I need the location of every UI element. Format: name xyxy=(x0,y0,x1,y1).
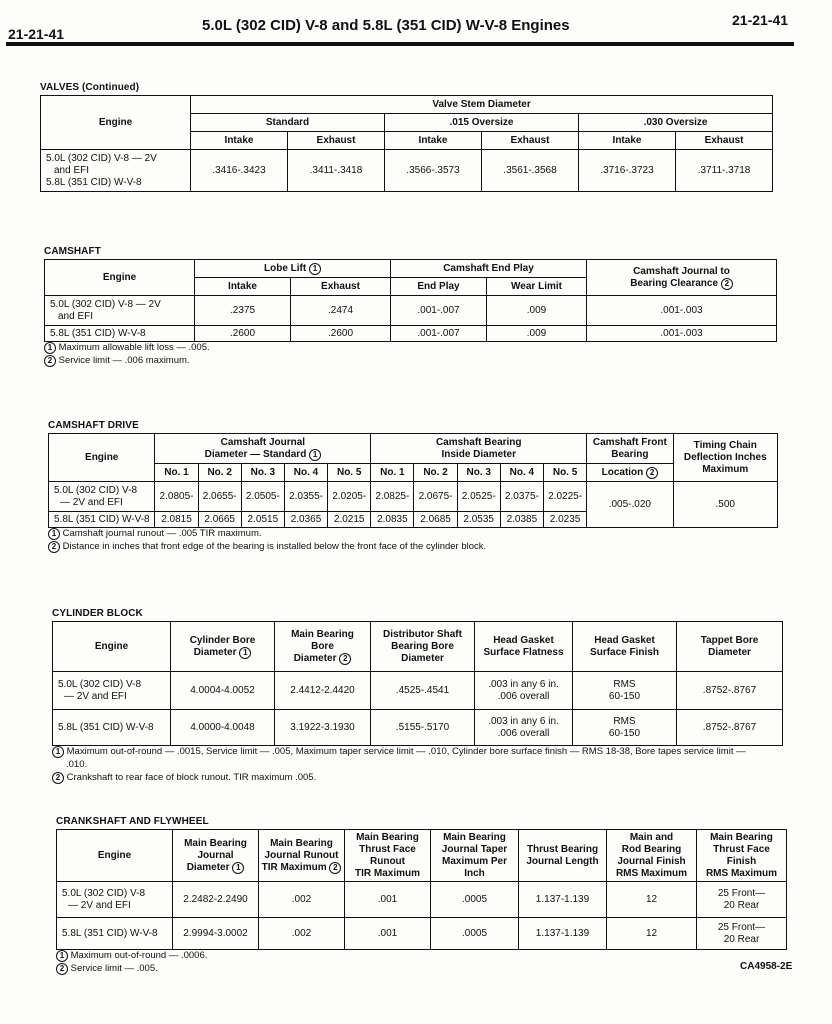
cell-line: 60-150 xyxy=(608,727,641,739)
header-text xyxy=(175,862,256,874)
header-text: Thrust Bearing xyxy=(526,843,599,855)
header-text: Camshaft Bearing xyxy=(435,436,522,448)
engine-cell xyxy=(57,882,173,918)
table-cell xyxy=(475,710,573,746)
column-header: No. 4 xyxy=(500,464,543,482)
footnote-text: Service limit — .005. xyxy=(70,962,158,974)
cell-line: 25 Front— xyxy=(717,887,766,899)
header-text: Diameter xyxy=(293,652,337,664)
footnote-marker: 1 xyxy=(232,862,244,874)
table-cell: .009 xyxy=(487,326,587,342)
table-cell: 2.0375- xyxy=(500,482,543,512)
engine-name: 5.8L (351 CID) W-V-8 xyxy=(46,176,142,188)
column-header xyxy=(573,622,677,672)
valves-section xyxy=(40,82,773,192)
engine-name: 5.8L (351 CID) W-V-8 xyxy=(53,710,171,746)
table-cell: 2.9994-3.0002 xyxy=(173,918,259,950)
table-cell: 2.0505- xyxy=(241,482,284,512)
cell-line: 60-150 xyxy=(608,690,641,702)
table-cell: .001-.007 xyxy=(391,296,487,326)
header-text: Surface Flatness xyxy=(483,646,564,658)
column-header xyxy=(673,434,777,482)
section-title: CYLINDER BLOCK xyxy=(52,608,143,619)
section-title: CAMSHAFT xyxy=(44,246,101,257)
column-header: Exhaust xyxy=(482,132,579,150)
table-cell: .2375 xyxy=(195,296,291,326)
column-header: Intake xyxy=(191,132,288,150)
table-cell xyxy=(697,918,787,950)
table-cell: 2.0805- xyxy=(155,482,198,512)
header-text: Tappet Bore xyxy=(700,634,759,646)
table-row xyxy=(53,710,783,746)
header-text: Distributor Shaft xyxy=(383,628,462,640)
section-title: VALVES (Continued) xyxy=(40,82,140,93)
table-cell: 2.0225- xyxy=(543,482,586,512)
section-title: CAMSHAFT DRIVE xyxy=(48,420,139,431)
cell-line: .006 overall xyxy=(497,727,550,739)
table-cell: 2.0235 xyxy=(543,512,586,528)
column-header xyxy=(587,464,673,482)
cell-line: RMS xyxy=(613,678,636,690)
header-text xyxy=(277,653,368,665)
table-cell: 2.0655- xyxy=(198,482,241,512)
header-text: Camshaft Front xyxy=(592,436,667,448)
header-text: Camshaft Journal to xyxy=(633,265,730,277)
table-cell: 2.0835 xyxy=(371,512,414,528)
valves-table xyxy=(40,95,773,192)
table-cell: 4.0004-4.0052 xyxy=(171,672,275,710)
column-header xyxy=(475,622,573,672)
table-cell: .500 xyxy=(673,482,777,528)
cell-line: .003 in any 6 in. xyxy=(488,678,559,690)
column-header xyxy=(371,434,587,464)
column-header: Engine xyxy=(49,434,155,482)
footnote-text: Maximum out-of-round — .0015, Service limit — .005, Maximum taper service limit — .010, Cylinder bore surface finish — RMS 18-38, Bore tapes service limit — xyxy=(66,746,746,757)
footnotes xyxy=(56,950,787,976)
footnote-marker: 1 xyxy=(309,449,321,461)
footnote-text: Camshaft journal runout — .005 TIR maximum. xyxy=(62,528,262,539)
column-header xyxy=(697,830,787,882)
table-cell: .3711-.3718 xyxy=(676,150,773,192)
header-text: Head Gasket xyxy=(594,634,655,646)
header-text: Finish xyxy=(726,855,757,867)
column-header: Engine xyxy=(41,96,191,150)
header-text: Diameter xyxy=(193,646,237,658)
table-row xyxy=(49,482,778,512)
table-cell: .5155-.5170 xyxy=(371,710,475,746)
column-header xyxy=(607,830,697,882)
header-text: Inside Diameter xyxy=(441,448,516,460)
footnotes xyxy=(48,528,778,554)
column-header: Engine xyxy=(45,260,195,296)
page-header xyxy=(0,0,832,50)
table-cell: 4.0000-4.0048 xyxy=(171,710,275,746)
column-header: Valve Stem Diameter xyxy=(191,96,773,114)
table-cell xyxy=(573,710,677,746)
table-cell: 2.0825- xyxy=(371,482,414,512)
footnote-marker: 2 xyxy=(646,467,658,479)
camshaft-drive-section xyxy=(48,420,778,554)
header-text: Rod Bearing xyxy=(621,843,682,855)
column-header xyxy=(371,622,475,672)
footnote-text: Distance in inches that front edge of the bearing is installed below the front face of the cylinder block. xyxy=(62,540,487,552)
footnote xyxy=(52,772,792,785)
table-cell: 2.0365 xyxy=(284,512,327,528)
header-text: Journal Finish xyxy=(617,855,686,867)
cell-line: 25 Front— xyxy=(717,921,766,933)
crankshaft-table xyxy=(56,829,787,950)
column-header xyxy=(519,830,607,882)
header-text xyxy=(589,278,774,290)
footnote-marker: 1 xyxy=(56,950,68,962)
column-header xyxy=(345,830,431,882)
table-cell: 2.0675- xyxy=(414,482,457,512)
header-text: RMS Maximum xyxy=(705,867,778,879)
engine-name: 5.0L (302 CID) V-8 xyxy=(58,678,142,690)
table-row xyxy=(57,882,787,918)
table-cell: 2.0515 xyxy=(241,512,284,528)
table-cell: .002 xyxy=(259,882,345,918)
engine-name: 5.0L (302 CID) V-8 xyxy=(62,887,146,899)
column-header: No. 2 xyxy=(198,464,241,482)
header-text xyxy=(173,647,272,659)
footnote-marker: 2 xyxy=(48,541,60,553)
column-header: .030 Oversize xyxy=(579,114,773,132)
header-text: Main Bearing xyxy=(356,831,419,843)
table-cell: .3716-.3723 xyxy=(579,150,676,192)
header-text: Cylinder Bore xyxy=(189,634,256,646)
table-cell xyxy=(697,882,787,918)
column-header: No. 1 xyxy=(371,464,414,482)
page-number-left: 21-21-41 xyxy=(8,26,65,42)
column-header xyxy=(155,434,371,464)
header-text: Lobe Lift xyxy=(264,262,307,274)
header-text: Thrust Face xyxy=(713,843,770,855)
column-header: Exhaust xyxy=(291,278,391,296)
cylinder-block-table xyxy=(52,621,783,746)
footnote-marker: 2 xyxy=(339,653,351,665)
header-text: Location xyxy=(601,466,644,478)
footnote-marker: 2 xyxy=(329,862,341,874)
engine-name: — 2V and EFI xyxy=(68,899,131,911)
engine-name: 5.0L (302 CID) V-8 — 2V xyxy=(50,298,161,310)
footnotes xyxy=(52,746,792,784)
header-rule xyxy=(6,42,794,46)
footnote xyxy=(56,950,787,963)
header-text: Diameter xyxy=(186,861,230,873)
column-header: Exhaust xyxy=(676,132,773,150)
header-text: Inch xyxy=(464,867,485,879)
header-text: TIR Maximum xyxy=(354,867,420,879)
engine-name: 5.0L (302 CID) V-8 — 2V xyxy=(46,152,157,164)
header-text xyxy=(157,449,368,461)
column-header: Exhaust xyxy=(288,132,385,150)
table-cell: .3561-.3568 xyxy=(482,150,579,192)
table-cell: .8752-.8767 xyxy=(677,672,783,710)
table-cell: 2.0355- xyxy=(284,482,327,512)
cell-line: 20 Rear xyxy=(723,933,760,945)
table-cell: .001 xyxy=(345,882,431,918)
cell-line: .003 in any 6 in. xyxy=(488,715,559,727)
engine-name: — 2V and EFI xyxy=(64,690,127,702)
engine-name: and EFI xyxy=(54,164,90,176)
table-cell: .001-.003 xyxy=(587,296,777,326)
crankshaft-section xyxy=(56,816,787,976)
engine-name: 5.8L (351 CID) W-V-8 xyxy=(57,918,173,950)
footnote xyxy=(52,746,792,759)
table-cell: .8752-.8767 xyxy=(677,710,783,746)
footnote-marker: 1 xyxy=(309,263,321,275)
header-text: Main Bearing xyxy=(710,831,773,843)
header-text: Main Bearing xyxy=(270,837,333,849)
column-header xyxy=(677,622,783,672)
column-header xyxy=(587,260,777,296)
table-cell: .001-.007 xyxy=(391,326,487,342)
table-cell: .0005 xyxy=(431,882,519,918)
table-cell xyxy=(475,672,573,710)
engine-name: and EFI xyxy=(58,310,94,322)
engine-name: 5.8L (351 CID) W-V-8 xyxy=(45,326,195,342)
header-text: Camshaft Journal xyxy=(220,436,306,448)
table-cell: .3566-.3573 xyxy=(385,150,482,192)
table-cell xyxy=(573,672,677,710)
column-header: Engine xyxy=(53,622,171,672)
header-text: Main and xyxy=(629,831,674,843)
column-header: No. 5 xyxy=(328,464,371,482)
header-text: Main Bearing xyxy=(291,628,354,640)
engine-name: — 2V and EFI xyxy=(60,496,123,508)
footnote-marker: 2 xyxy=(56,963,68,975)
header-text: Main Bearing xyxy=(184,837,247,849)
table-cell: .009 xyxy=(487,296,587,326)
table-cell: 12 xyxy=(607,918,697,950)
footnote xyxy=(44,342,777,355)
table-cell: .2600 xyxy=(195,326,291,342)
table-cell: 2.2482-2.2490 xyxy=(173,882,259,918)
header-text: RMS Maximum xyxy=(615,867,688,879)
column-header: No. 5 xyxy=(543,464,586,482)
footnote-text: Service limit — .006 maximum. xyxy=(58,354,190,366)
table-cell: 2.0385 xyxy=(500,512,543,528)
column-header: End Play xyxy=(391,278,487,296)
header-text: Journal Taper xyxy=(441,843,508,855)
header-text: Diameter — Standard xyxy=(204,448,307,460)
header-text: Bore xyxy=(311,640,334,652)
header-text: Deflection Inches xyxy=(683,451,767,463)
footnote-text: .010. xyxy=(66,758,88,770)
table-cell: .3416-.3423 xyxy=(191,150,288,192)
footnote-marker: 2 xyxy=(44,355,56,367)
table-cell: 3.1922-3.1930 xyxy=(275,710,371,746)
column-header: Camshaft End Play xyxy=(391,260,587,278)
column-header: No. 3 xyxy=(457,464,500,482)
column-header: .015 Oversize xyxy=(385,114,579,132)
engine-cell xyxy=(49,482,155,512)
table-row xyxy=(57,918,787,950)
table-cell: 1.137-1.139 xyxy=(519,918,607,950)
header-text: Journal Runout xyxy=(264,849,339,861)
column-header xyxy=(171,622,275,672)
header-text: Maximum Per xyxy=(441,855,508,867)
footnote xyxy=(44,355,777,368)
cylinder-block-section xyxy=(52,608,792,784)
header-text: Bearing xyxy=(611,448,649,460)
table-cell: .002 xyxy=(259,918,345,950)
header-text: Journal Length xyxy=(526,855,599,867)
table-cell: .4525-.4541 xyxy=(371,672,475,710)
header-text: Thrust Face xyxy=(359,843,416,855)
cell-line: .006 overall xyxy=(497,690,550,702)
footnote xyxy=(56,963,787,976)
footnote-marker: 2 xyxy=(52,772,64,784)
table-cell: 2.0525- xyxy=(457,482,500,512)
column-header: Intake xyxy=(579,132,676,150)
table-cell: .2474 xyxy=(291,296,391,326)
footnote xyxy=(48,541,778,554)
engine-cell xyxy=(41,150,191,192)
camshaft-drive-table xyxy=(48,433,778,528)
header-text: Main Bearing xyxy=(443,831,506,843)
cell-line: 20 Rear xyxy=(723,899,760,911)
column-header xyxy=(195,260,391,278)
table-cell: 2.4412-2.4420 xyxy=(275,672,371,710)
table-cell: 2.0215 xyxy=(328,512,371,528)
header-text: Runout xyxy=(370,855,405,867)
engine-name: 5.8L (351 CID) W-V-8 xyxy=(49,512,155,528)
column-header xyxy=(431,830,519,882)
table-cell: .001 xyxy=(345,918,431,950)
column-header: Wear Limit xyxy=(487,278,587,296)
header-text: Head Gasket xyxy=(493,634,554,646)
engine-name: 5.0L (302 CID) V-8 xyxy=(54,484,138,496)
engine-cell xyxy=(45,296,195,326)
column-header: Intake xyxy=(195,278,291,296)
header-text: Surface Finish xyxy=(590,646,659,658)
footnote-marker: 2 xyxy=(721,278,733,290)
table-cell: 2.0535 xyxy=(457,512,500,528)
column-header: No. 4 xyxy=(284,464,327,482)
camshaft-section xyxy=(44,246,777,368)
table-row xyxy=(45,326,777,342)
table-cell: .0005 xyxy=(431,918,519,950)
column-header: No. 3 xyxy=(241,464,284,482)
table-cell: .005-.020 xyxy=(587,482,673,528)
footnote-marker: 1 xyxy=(48,528,60,540)
header-text: Diameter xyxy=(708,646,751,658)
footnote xyxy=(48,528,778,541)
column-header: Standard xyxy=(191,114,385,132)
figure-code: CA4958-2E xyxy=(740,961,793,972)
footnote-marker: 1 xyxy=(52,746,64,758)
footnote-marker: 1 xyxy=(44,342,56,354)
cell-line: RMS xyxy=(613,715,636,727)
footnote-marker: 1 xyxy=(239,647,251,659)
page-number-right: 21-21-41 xyxy=(732,12,789,28)
footnote-text: Maximum out-of-round — .0006. xyxy=(70,950,208,961)
table-row xyxy=(41,150,773,192)
footnote-text: Maximum allowable lift loss — .005. xyxy=(58,342,210,353)
header-text: Timing Chain xyxy=(693,439,757,451)
table-cell: 2.0815 xyxy=(155,512,198,528)
column-header: Intake xyxy=(385,132,482,150)
table-cell: .001-.003 xyxy=(587,326,777,342)
column-header xyxy=(275,622,371,672)
section-title: CRANKSHAFT AND FLYWHEEL xyxy=(56,816,209,827)
column-header xyxy=(587,434,673,464)
engine-cell xyxy=(53,672,171,710)
footnotes xyxy=(44,342,777,368)
page-title: 5.0L (302 CID) V-8 and 5.8L (351 CID) W-V-8 Engines xyxy=(202,17,570,34)
table-cell: .2600 xyxy=(291,326,391,342)
table-row xyxy=(53,672,783,710)
table-cell: 1.137-1.139 xyxy=(519,882,607,918)
header-text: Bearing Bore xyxy=(391,640,454,652)
header-text: Journal xyxy=(197,849,234,861)
header-text: Bearing Clearance xyxy=(630,277,719,289)
column-header xyxy=(259,830,345,882)
table-cell: 2.0685 xyxy=(414,512,457,528)
header-text: Diameter xyxy=(401,652,444,664)
header-text xyxy=(261,862,342,874)
column-header: No. 2 xyxy=(414,464,457,482)
table-cell: 12 xyxy=(607,882,697,918)
header-text: TIR Maximum xyxy=(261,861,327,873)
camshaft-table xyxy=(44,259,777,342)
table-row xyxy=(45,296,777,326)
footnote-text: Crankshaft to rear face of block runout. TIR maximum .005. xyxy=(66,771,317,783)
table-cell: 2.0665 xyxy=(198,512,241,528)
column-header: Engine xyxy=(57,830,173,882)
table-cell: 2.0205- xyxy=(328,482,371,512)
header-text: Maximum xyxy=(702,463,749,475)
table-cell: .3411-.3418 xyxy=(288,150,385,192)
column-header: No. 1 xyxy=(155,464,198,482)
column-header xyxy=(173,830,259,882)
